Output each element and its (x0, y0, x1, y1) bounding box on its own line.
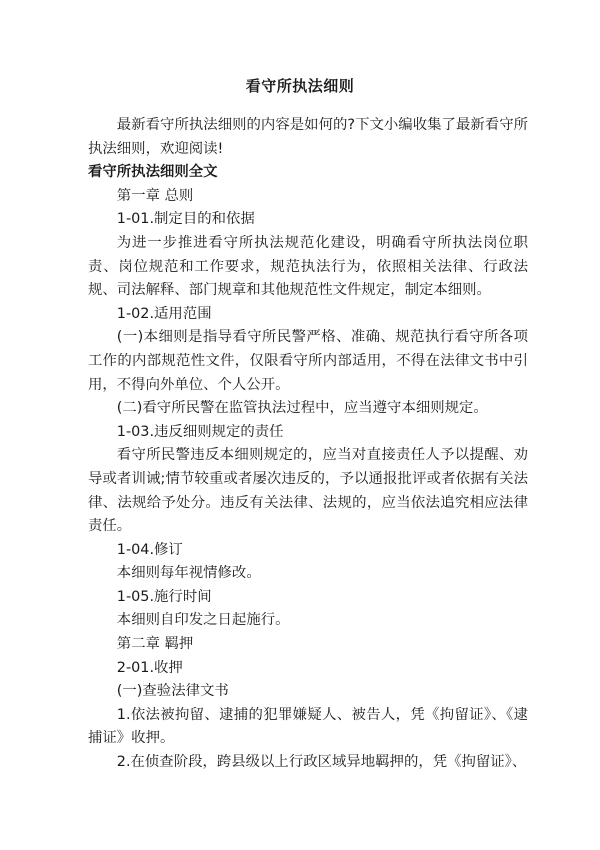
article-heading: 2-01.收押 (116, 659, 183, 676)
chapter-heading: 第一章 总则 (116, 187, 194, 204)
body-paragraph: (二)看守所民警在监管执法过程中，应当遵守本细则规定。 (116, 400, 488, 417)
document-title: 看守所执法细则 (245, 77, 355, 95)
body-paragraph: 为进一步推进看守所执法规范化建设，明确看守所执法岗位职责、岗位规范和工作要求，规范执法行为，依照相关法律、行政法规、司法解释、部门规章和其他规范性文件规定，制定本细则。 (88, 234, 528, 299)
body-paragraph: 2.在侦查阶段，跨县级以上行政区域异地羁押的，凭《拘留证》、 (116, 754, 527, 771)
body-paragraph: 看守所民警违反本细则规定的，应当对直接责任人予以提醒、劝导或者训诫;情节较重或者屡次违反的，予以通报批评或者依据有关法律、法规给予处分。违反有关法律、法规的，应当依法追究相应法律责任。 (88, 447, 528, 535)
body-paragraph: 本细则自印发之日起施行。 (116, 612, 290, 629)
body-paragraph: (一)本细则是指导看守所民警严格、准确、规范执行看守所各项工作的内部规范性文件，仅限看守所内部适用，不得在法律文书中引用，不得向外单位、个人公开。 (88, 329, 528, 393)
section-heading: 看守所执法细则全文 (88, 164, 218, 181)
article-heading: 1-01.制定目的和依据 (116, 211, 255, 228)
article-heading: 1-04.修订 (116, 541, 183, 558)
body-paragraph: 1.依法被拘留、逮捕的犯罪嫌疑人、被告人，凭《拘留证》、《逮捕证》收押。 (88, 706, 528, 747)
article-heading: 1-03.违反细则规定的责任 (116, 423, 284, 440)
sub-heading: (一)查验法律文书 (116, 683, 229, 700)
chapter-heading: 第二章 羁押 (116, 636, 194, 653)
body-paragraph: 本细则每年视情修改。 (116, 565, 261, 582)
document-body (88, 114, 528, 775)
article-heading: 1-02.适用范围 (116, 305, 212, 322)
intro-paragraph: 最新看守所执法细则的内容是如何的?下文小编收集了最新看守所执法细则，欢迎阅读! (88, 117, 528, 157)
article-heading: 1-05.施行时间 (116, 588, 212, 605)
